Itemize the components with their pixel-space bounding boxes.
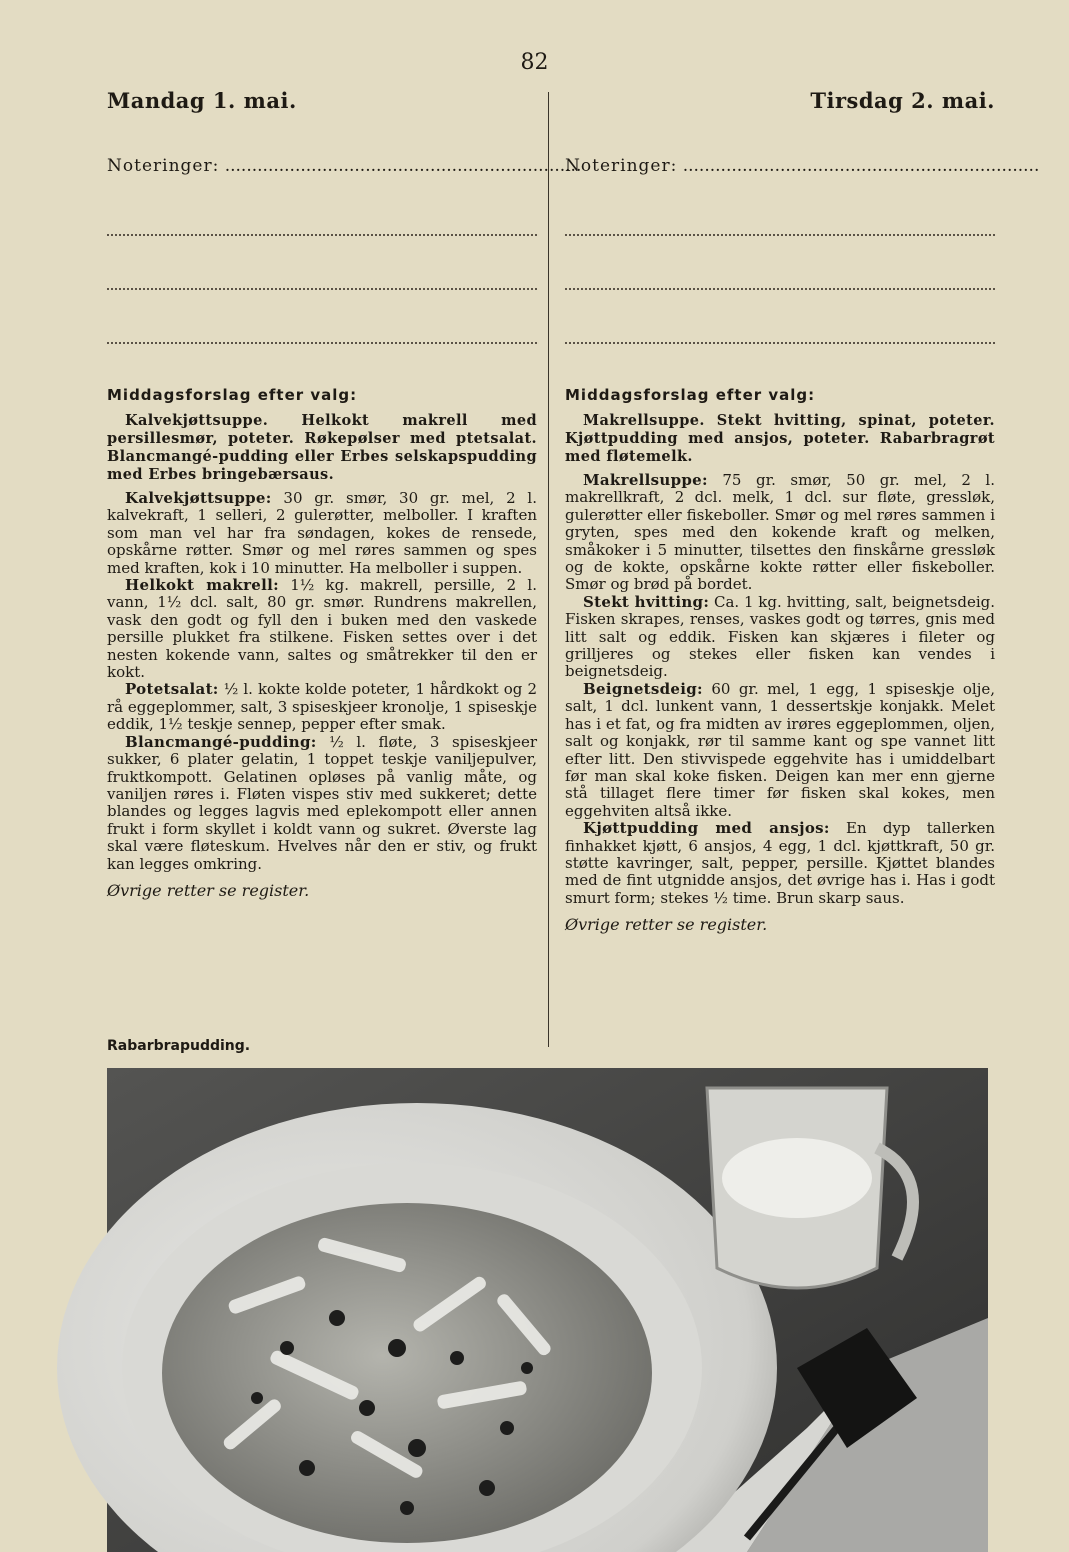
right-others-note: Øvrige retter se register. xyxy=(565,915,768,935)
rhubarb-pudding-photo xyxy=(107,1068,988,1552)
pudding xyxy=(162,1203,652,1543)
page-number: 82 xyxy=(520,50,549,75)
right-notes-line-3 xyxy=(565,236,995,290)
right-recipe xyxy=(565,472,995,594)
right-suggestion-heading: Middagsforslag efter valg: xyxy=(565,386,816,404)
right-notes-line-4 xyxy=(565,290,995,344)
recipe-text: 75 gr. smør, 50 gr. mel, 2 l. makrellkraft, 2 dcl. melk, 1 dcl. sur fløte, gressløk, gulerøtter eller fiskeboller. Smør og mel røres sammen i gryten, spes med den kokende kraft og melken, småkoker i 5 minutter, tilsettes den finskårne gressløk og de kokte, opskårne kokte røtter eller fiskeboller. Smør og brød på bordet. xyxy=(565,471,995,594)
recipe-title: Potetsalat: xyxy=(125,680,219,699)
right-notes-label: Noteringer: xyxy=(565,156,678,176)
right-notes-line-2 xyxy=(565,182,995,236)
recipe-title: Stekt hvitting: xyxy=(583,592,710,611)
left-menu: Kalvekjøttsuppe. Helkokt makrell med persillesmør, poteter. Røkepølser med ptetsalat. Blancmangé-pudding eller Erbes selskapspudding med Erbes bringebærsaus. xyxy=(107,412,537,483)
right-recipe xyxy=(565,820,995,907)
recipe-title: Blancmangé-pudding: xyxy=(125,732,317,751)
right-menu: Makrellsuppe. Stekt hvitting, spinat, poteter. Kjøttpudding med ansjos, poteter. Rabarbragrøt med fløtemelk. xyxy=(565,412,995,465)
recipe-title: Beignetsdeig: xyxy=(583,679,703,698)
left-recipe xyxy=(107,681,537,733)
recipe-title: Helkokt makrell: xyxy=(125,576,279,595)
left-notes-line-4 xyxy=(107,290,537,344)
recipe-title: Kalvekjøttsuppe: xyxy=(125,489,272,507)
right-recipe xyxy=(565,681,995,820)
left-suggestion-heading: Middagsforslag efter valg: xyxy=(107,386,358,404)
left-recipe xyxy=(107,490,537,577)
recipe-text: Ca. 1 kg. hvitting, salt, beignetsdeig. Fisken skrapes, renses, vaskes godt og tørres, gnis med litt salt og eddik. Fisken kan skjæres i fileter og grilljeres og stekes eller fisken kan vendes i beignetsdeig. xyxy=(565,592,995,681)
left-notes-dots: .................................................................. xyxy=(219,156,582,176)
recipe-text: ½ l. fløte, 3 spiseskjeer sukker, 6 plater gelatin, 1 toppet teskje vaniljepulver, fruktkompott. Gelatinen opløses på vanlig måte, og vaniljen røres i. Fløten vispes stiv med sukkeret; dette blandes og legges lagvis med eplekompott eller annen frukt i form skyllet i koldt vann og sukret. Øverste lag skal være fløteskum. Hvelves når den er stiv, og frukt kan legges omkring. xyxy=(107,732,537,873)
recipe-text: 1½ kg. makrell, persille, 2 l. vann, 1½ dcl. salt, 80 gr. smør. Rundrens makrellen, vask den godt og fyll den i buken med den vaskede persille plukket fra stilkene. Fisken settes over i det nesten kokende vann, saltes og småtrekker til den er kokt. xyxy=(107,576,537,682)
recipe-text: 60 gr. mel, 1 egg, 1 spiseskje olje, salt, 1 dcl. lunkent vann, 1 dessertskje konjakk. Melet has i et fat, og fra midten av irøres eggeplommen, oljen, salt og konjakk, rør til samme kant og spe vannet litt efter litt. Den stivvispede eggehvite has i umiddelbart før man skal koke fisken. Deigen kan mer enn gjerne stå tillaget flere timer før fisken skal kokes, men eggehviten altså ikke. xyxy=(565,679,995,820)
right-notes-dots: .................................................................. xyxy=(677,156,1040,176)
left-day-heading: Mandag 1. mai. xyxy=(107,88,297,113)
recipe-text: 30 gr. smør, 30 gr. mel, 2 l. kalvekraft, 1 selleri, 2 gulerøtter, melboller. I kraften som man vel har fra søndagen, kokes de rensede, opskårne røtter. Smør og mel røres sammen og spes med kraften, kok i 10 minutter. Ha melboller i suppen. xyxy=(107,489,537,577)
right-day-heading: Tirsdag 2. mai. xyxy=(810,88,995,113)
recipe-title: Makrellsuppe: xyxy=(583,471,708,489)
column-divider xyxy=(548,92,549,1047)
right-column xyxy=(565,88,1040,935)
left-notes-line-3 xyxy=(107,236,537,290)
left-recipe xyxy=(107,577,537,681)
left-notes-line xyxy=(107,156,582,182)
recipe-title: Kjøttpudding med ansjos: xyxy=(583,819,830,838)
recipe-text: ½ l. kokte kolde poteter, 1 hårdkokt og 2 rå eggeplommer, salt, 3 spiseskjeer kronolje, 1 spiseskje eddik, 1½ teskje sennep, pepper efter smak. xyxy=(107,680,537,734)
right-notes-line xyxy=(565,156,1040,182)
left-recipe xyxy=(107,734,537,873)
left-notes-line-2 xyxy=(107,182,537,236)
recipe-text: En dyp tallerken finhakket kjøtt, 6 ansjos, 4 egg, 1 dcl. kjøttkraft, 50 gr. støtte kavringer, salt, pepper, persille. Kjøttet blandes med de fint utgnidde ansjos, det øvrige has i. Has i godt smurt form; stekes ½ time. Brun skarp saus. xyxy=(565,819,995,907)
photo-caption: Rabarbrapudding. xyxy=(107,1038,251,1054)
left-notes-label: Noteringer: xyxy=(107,156,220,176)
left-others-note: Øvrige retter se register. xyxy=(107,880,310,900)
left-column xyxy=(107,88,582,900)
right-recipe xyxy=(565,594,995,681)
